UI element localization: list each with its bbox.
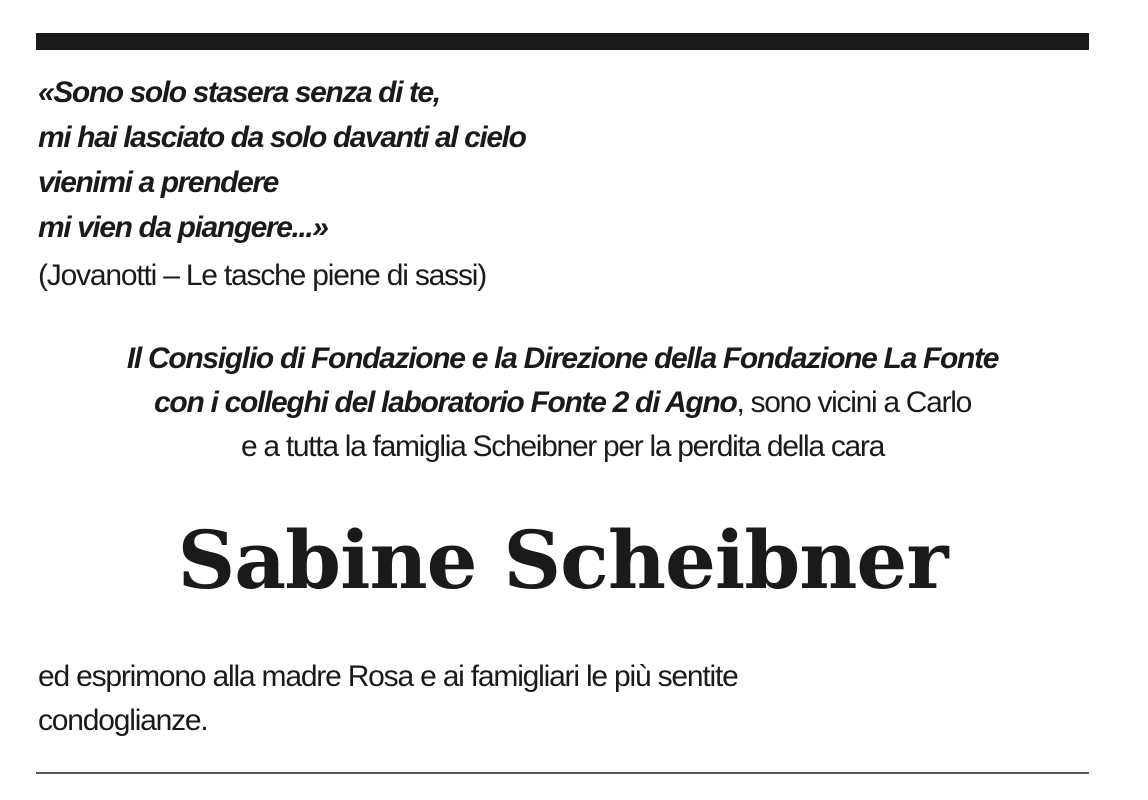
message-line-2	[36, 381, 1089, 425]
closing-line-2: condoglianze.	[38, 704, 208, 737]
condolence-message	[36, 337, 1089, 469]
top-divider	[36, 33, 1089, 50]
deceased-name: Sabine Scheibner	[177, 513, 948, 607]
quote-attribution: (Jovanotti – Le tasche piene di sassi)	[38, 259, 487, 292]
bottom-divider	[36, 772, 1089, 774]
message-line-2-rest: , sono vicini a Carlo	[736, 386, 971, 419]
epigraph-quote	[38, 70, 526, 250]
quote-line: «Sono solo stasera senza di te,	[38, 76, 440, 109]
message-line-3: e a tutta la famiglia Scheibner per la perdita della cara	[241, 430, 884, 463]
closing-text	[38, 655, 738, 743]
quote-line: mi hai lasciato da solo davanti al cielo	[38, 121, 526, 154]
message-line-1: Il Consiglio di Fondazione e la Direzione della Fondazione La Fonte	[126, 342, 999, 375]
quote-line: mi vien da piangere...»	[38, 211, 328, 244]
closing-line-1: ed esprimono alla madre Rosa e ai famigliari le più sentite	[38, 660, 738, 693]
message-line-2-emphasis: con i colleghi del laboratorio Fonte 2 di Agno	[154, 386, 737, 419]
quote-line: vienimi a prendere	[38, 166, 278, 199]
